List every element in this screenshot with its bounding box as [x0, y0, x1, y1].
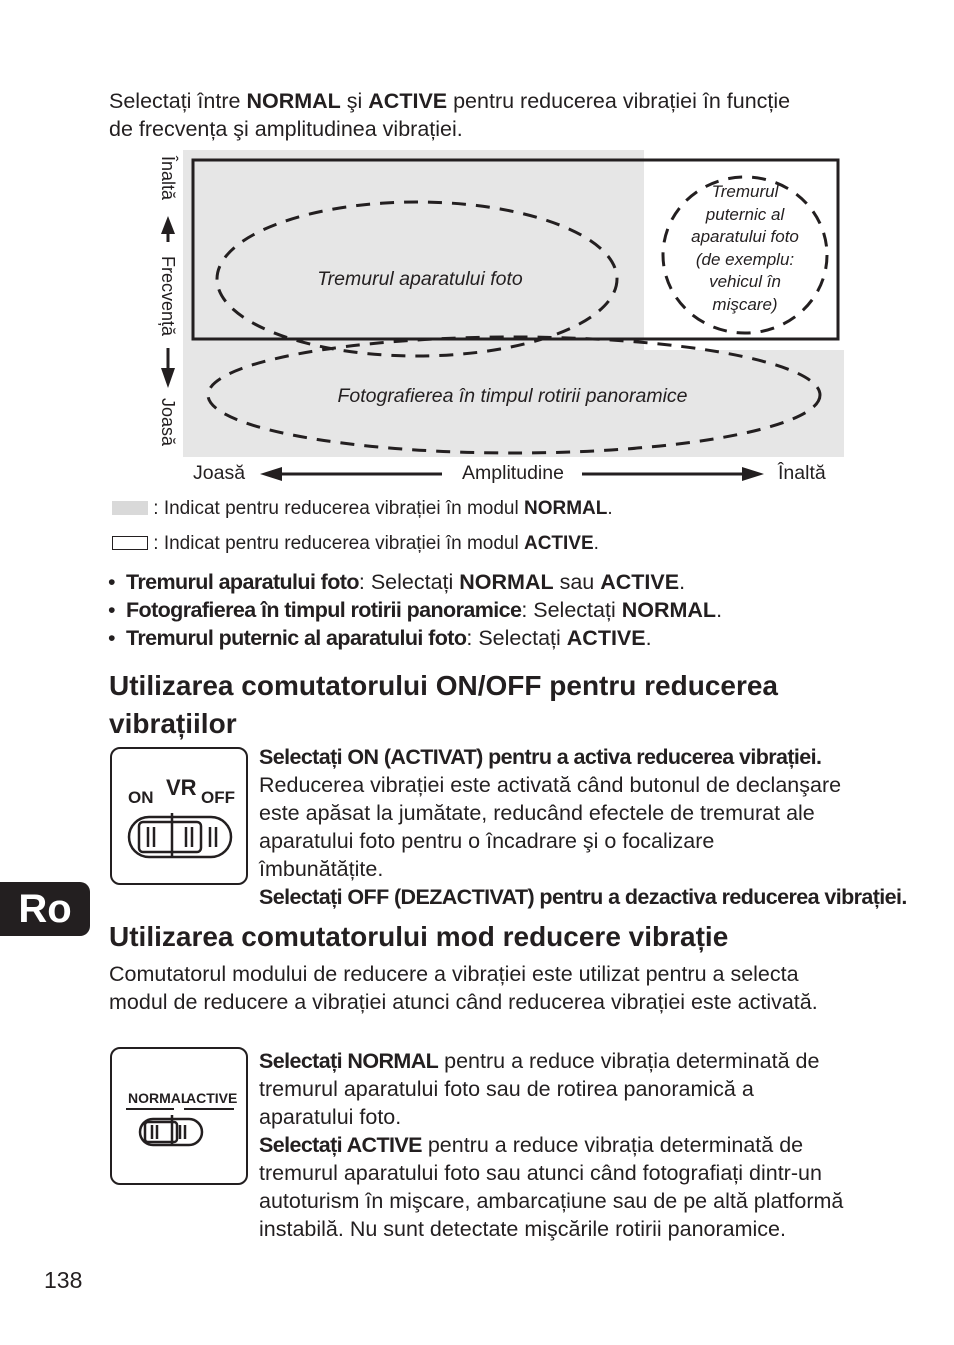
x-axis-low: Joasă — [193, 462, 246, 484]
normal-zone-upper — [183, 150, 644, 350]
switch-normal-label: NORMAL — [128, 1090, 190, 1106]
bullet-list — [108, 568, 886, 652]
legend-normal-swatch — [112, 501, 148, 515]
legend-active-swatch — [112, 536, 148, 550]
y-axis-low: Joasă — [158, 398, 178, 447]
intro-paragraph: Selectați între NORMAL şi ACTIVE pentru reducerea vibrației în funcție de frecvența şi amplitudinea vibrației. — [109, 89, 791, 141]
legend-normal: : Indicat pentru reducerea vibrației în modul NORMAL. — [112, 497, 832, 521]
strong-shake-label: Tremurul puternic al aparatului foto (de exemplu: vehicul în mişcare) — [691, 182, 799, 314]
camera-shake-label: Tremurul aparatului foto — [317, 268, 523, 290]
active-description: Selectați ACTIVE pentru a reduce vibrația determinată de tremurul aparatului foto sau atunci când fotografiați dintr-un autoturism în mişcare, ambarcațiune sau de pe altă platformă instabilă. Nu sunt detectate mişcările rotirii panoramice. — [259, 1133, 844, 1241]
vr-switch-icon — [112, 749, 246, 883]
switch-vr-label: VR — [166, 775, 197, 800]
legend-active: : Indicat pentru reducerea vibrației în modul ACTIVE. — [112, 532, 832, 556]
language-tab-ro: Ro — [0, 882, 90, 936]
on-description: Reducerea vibrației este activată când butonul de declanşare este apăsat la jumătate, reducând efectele de tremurat ale aparatului foto pentru o încadrare şi o focalizare îmbunătățite. — [259, 773, 842, 881]
on-heading: Selectați ON (ACTIVAT) pentru a activa reducerea vibrației. — [259, 745, 822, 769]
off-heading: Selectați OFF (DEZACTIVAT) pentru a dezactiva reducerea vibrației. — [259, 885, 907, 909]
vr-switch-illustration — [110, 747, 248, 885]
list-item: • Tremurul puternic al aparatului foto: Selectați ACTIVE. — [126, 624, 886, 652]
panning-label: Fotografierea în timpul rotirii panoramice — [337, 385, 688, 407]
section2-text — [259, 1047, 849, 1243]
arrow-down-icon — [161, 368, 175, 388]
mode-switch-icon — [112, 1049, 246, 1183]
arrow-up-icon — [161, 216, 175, 234]
page-number: 138 — [44, 1267, 83, 1293]
list-item: • Tremurul aparatului foto: Selectați NORMAL sau ACTIVE. — [126, 568, 886, 596]
arrow-left-icon — [260, 467, 282, 481]
x-axis-high: Înaltă — [778, 462, 826, 484]
arrow-right-icon — [742, 467, 764, 481]
mode-switch-illustration — [110, 1047, 248, 1185]
list-item: • Fotografierea în timpul rotirii panoramice: Selectați NORMAL. — [126, 596, 886, 624]
switch-on-label: ON — [128, 788, 154, 807]
y-axis-high: Înaltă — [158, 156, 178, 201]
switch-off-label: OFF — [201, 788, 235, 807]
section1-title: Utilizarea comutatorului ON/OFF pentru reducerea vibrațiilor — [109, 670, 779, 739]
section2-title: Utilizarea comutatorului mod reducere vibrație — [109, 921, 729, 952]
section1-text — [259, 743, 907, 911]
x-axis-label: Amplitudine — [462, 462, 564, 484]
y-axis-label: Frecvență — [158, 256, 178, 337]
section2-intro: Comutatorul modului de reducere a vibrației este utilizat pentru a selecta modul de reducere a vibrației atunci când reducerea vibrației este activată. — [109, 962, 818, 1014]
normal-description: Selectați NORMAL pentru a reduce vibrația determinată de tremurul aparatului foto sau de rotirea panoramică a aparatului foto. — [259, 1049, 820, 1129]
switch-active-label: ACTIVE — [186, 1090, 238, 1106]
vibration-diagram — [150, 148, 850, 493]
